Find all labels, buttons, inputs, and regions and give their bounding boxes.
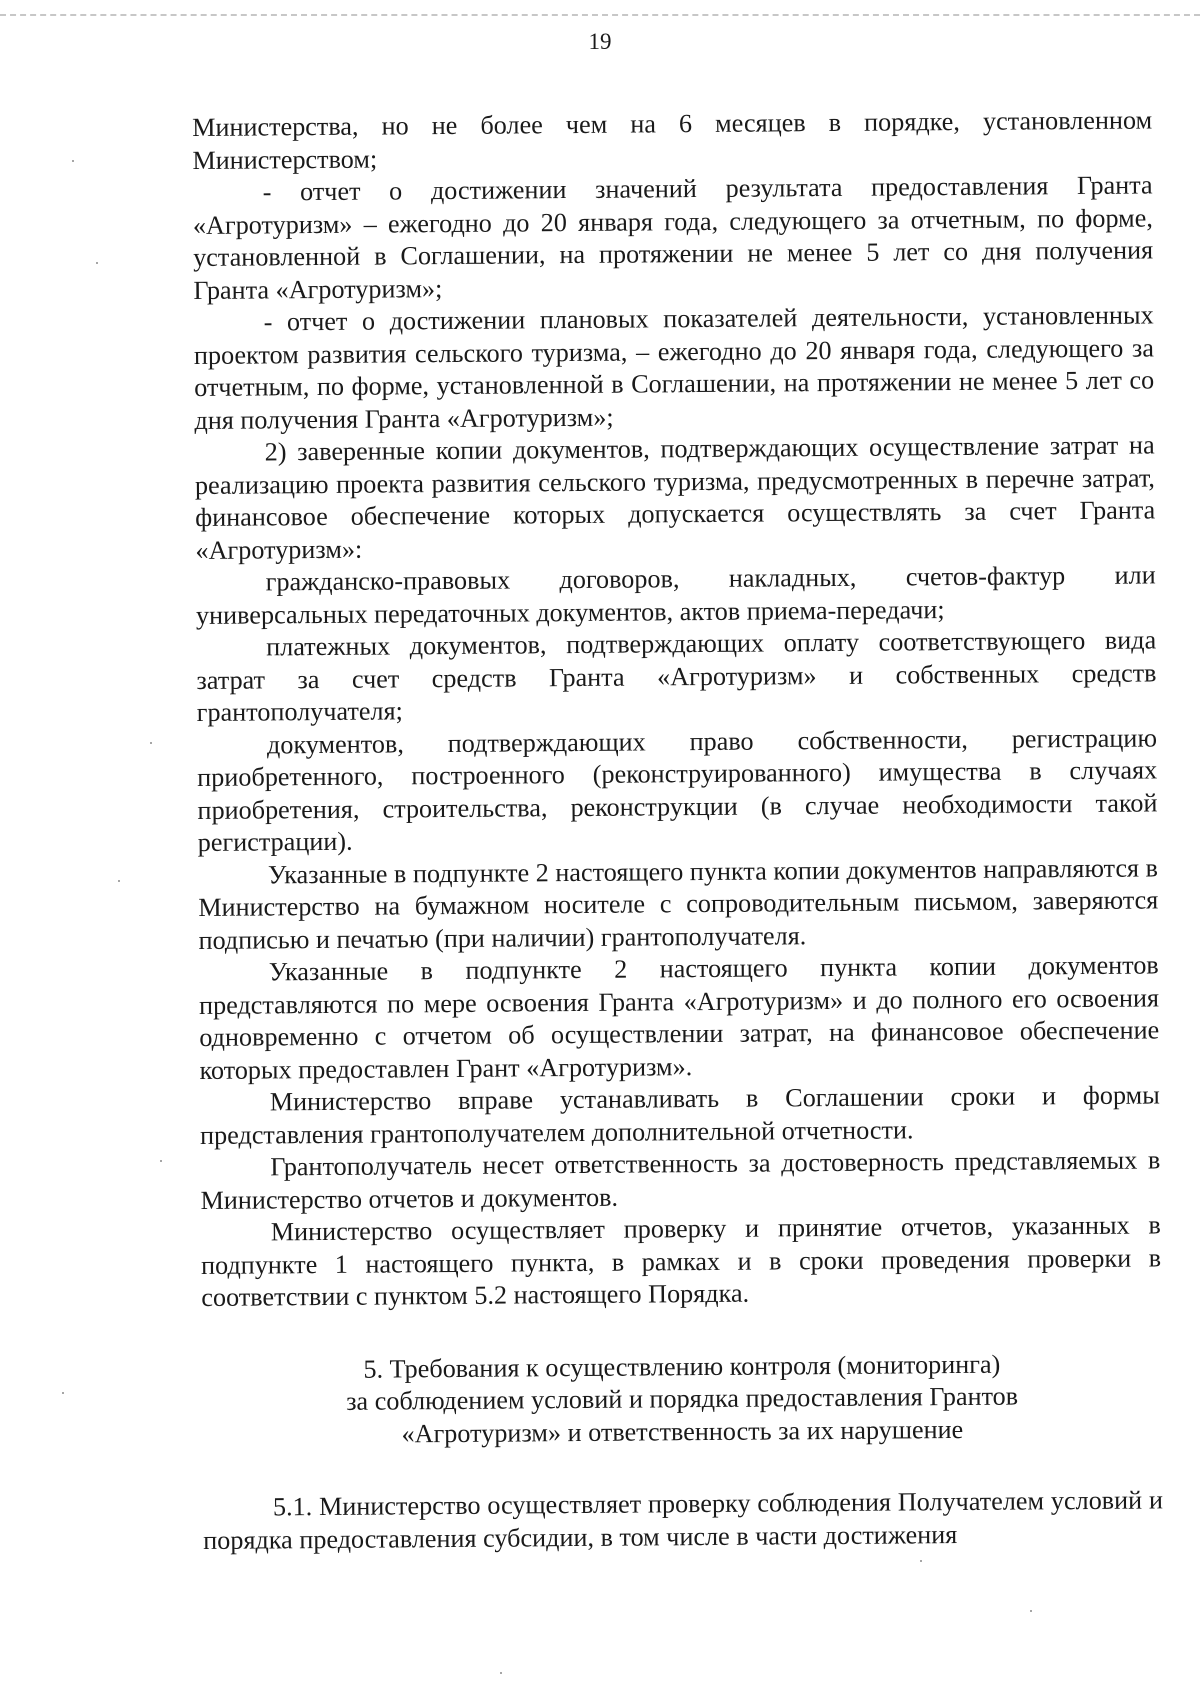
section-heading-line: за соблюдением условий и порядка предоставления Грантов — [346, 1381, 1019, 1416]
document-body — [192, 104, 1163, 1556]
scan-speck — [118, 880, 120, 882]
scan-speck — [1030, 1610, 1032, 1612]
scan-speck — [150, 742, 152, 744]
section-heading — [202, 1347, 1163, 1452]
paragraph: Министерства, но не более чем на 6 месяцев в порядке, установленном Министерством; — [192, 105, 1153, 175]
scan-speck — [500, 1672, 502, 1674]
paragraph: Грантополучатель несет ответственность за достоверность представляемых в Министерство отчетов и документов. — [200, 1145, 1161, 1215]
scan-edge-line — [0, 14, 1200, 16]
page-number: 19 — [588, 29, 612, 54]
paragraph: Указанные в подпункте 2 настоящего пункта копии документов представляются по мере освоения Гранта «Агротуризм» и до полного его освоения одновременно с отчетом об осуществлении затрат, на финансовое обеспечение которых предоставлен Грант «Агротуризм». — [198, 950, 1160, 1085]
paragraph: Министерство вправе устанавливать в Соглашении сроки и формы представления грантополучателем дополнительной отчетности. — [199, 1080, 1160, 1150]
paragraph: платежных документов, подтверждающих оплату соответствующего вида затрат за счет средств Гранта «Агротуризм» и собственных средств грантополучателя; — [196, 625, 1157, 727]
paragraph: - отчет о достижении значений результата предоставления Гранта «Агротуризм» – ежегодно до 20 января года, следующего за отчетным, по форме, установленной в Соглашении, на протяжении не менее 5 лет со дня получения Гранта «Агротуризм»; — [192, 170, 1154, 305]
scan-speck — [62, 1392, 64, 1394]
paragraph: 5.1. Министерство осуществляет проверку соблюдения Получателем условий и порядка предоставления субсидии, в том числе в части достижения — [203, 1485, 1164, 1555]
paragraph: Министерство осуществляет проверку и принятие отчетов, указанных в подпункте 1 настоящего пункта, в рамках и в сроки проведения проверки в соответствии с пунктом 5.2 настоящего Порядка. — [200, 1210, 1162, 1312]
scan-speck — [96, 262, 98, 264]
paragraph: гражданско-правовых договоров, накладных, счетов-фактур или универсальных передаточных документов, актов приема-передачи; — [195, 560, 1156, 630]
scan-speck — [920, 1560, 922, 1562]
section-heading-line: 5. Требования к осуществлению контроля (мониторинга) — [363, 1349, 1001, 1384]
paragraph: Указанные в подпункте 2 настоящего пункта копии документов направляются в Министерство на бумажном носителе с сопроводительным письмом, заверяются подписью и печатью (при наличии) грантополучателя. — [198, 852, 1159, 955]
scan-speck — [160, 1160, 162, 1162]
paragraph: - отчет о достижении плановых показателей деятельности, установленных проектом развития сельского туризма, – ежегодно до 20 января года, следующего за отчетным, по форме, установленной в Соглашении, на протяжении не менее 5 лет со дня получения Гранта «Агротуризм»; — [193, 300, 1155, 435]
section-heading-line: «Агротуризм» и ответственность за их нарушение — [401, 1414, 964, 1448]
paragraph: документов, подтверждающих право собственности, регистрацию приобретенного, построенного (реконструированного) имущества в случаях приобретения, строительства, реконструкции (в случае необходимости такой регистрации). — [197, 722, 1158, 857]
paragraph: 2) заверенные копии документов, подтверждающих осуществление затрат на реализацию проекта развития сельского туризма, предусмотренных в перечне затрат, финансовое обеспечение которых допускается осуществлять за счет Гранта «Агротуризм»: — [194, 430, 1156, 565]
scan-speck — [72, 160, 74, 162]
